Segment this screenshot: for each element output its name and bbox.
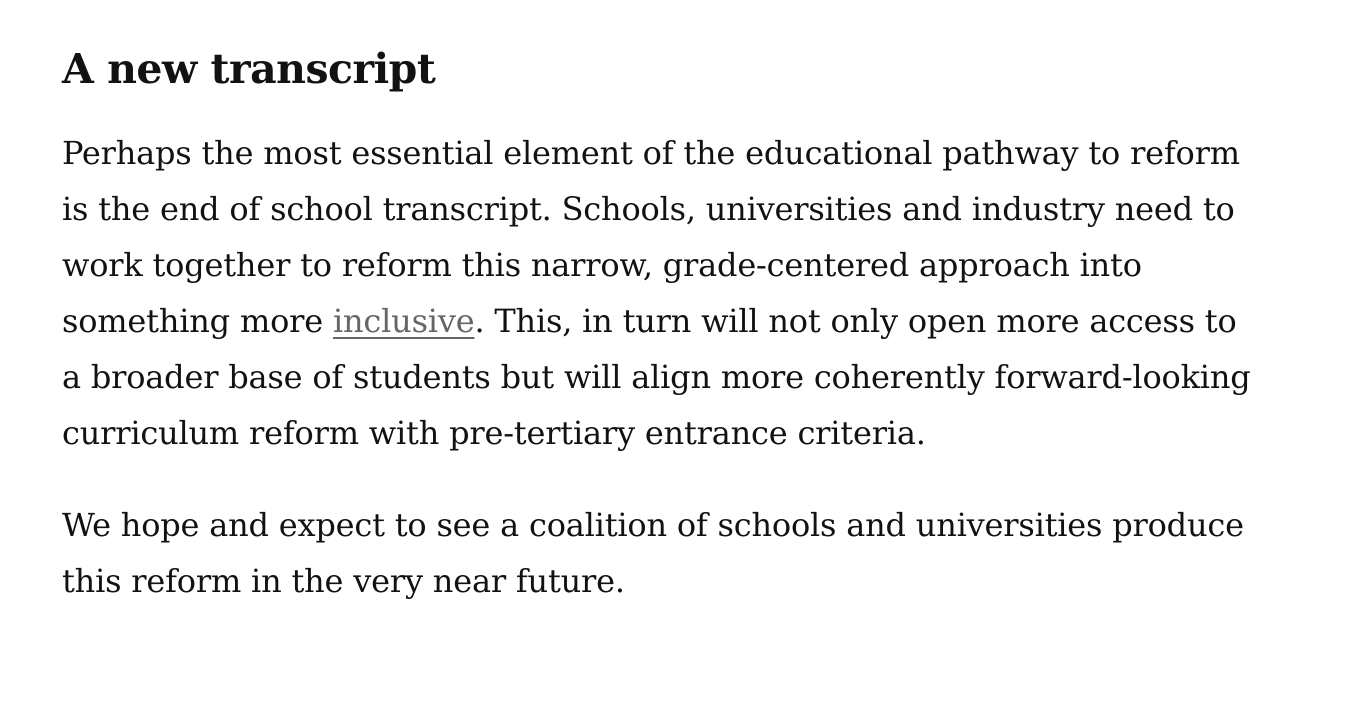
article-heading: A new transcript: [62, 45, 436, 93]
paragraph-1-text-before-link: Perhaps the most essential element of the educational pathway to reform is the end of school transcript. Schools, universities and industry need to work together to reform this narrow, grade-centered approach into something more: [62, 134, 1240, 341]
paragraph-transcript-reform: [62, 125, 1262, 461]
inclusive-link[interactable]: inclusive: [332, 302, 475, 341]
paragraph-coalition-hope: We hope and expect to see a coalition of schools and universities produce this reform in the very near future.: [62, 506, 1244, 601]
paragraph-1-text-after-link: . This, in turn will not only open more access to a broader base of students but will align more coherently forward-looking curriculum reform with pre-tertiary entrance criteria.: [62, 302, 1251, 453]
